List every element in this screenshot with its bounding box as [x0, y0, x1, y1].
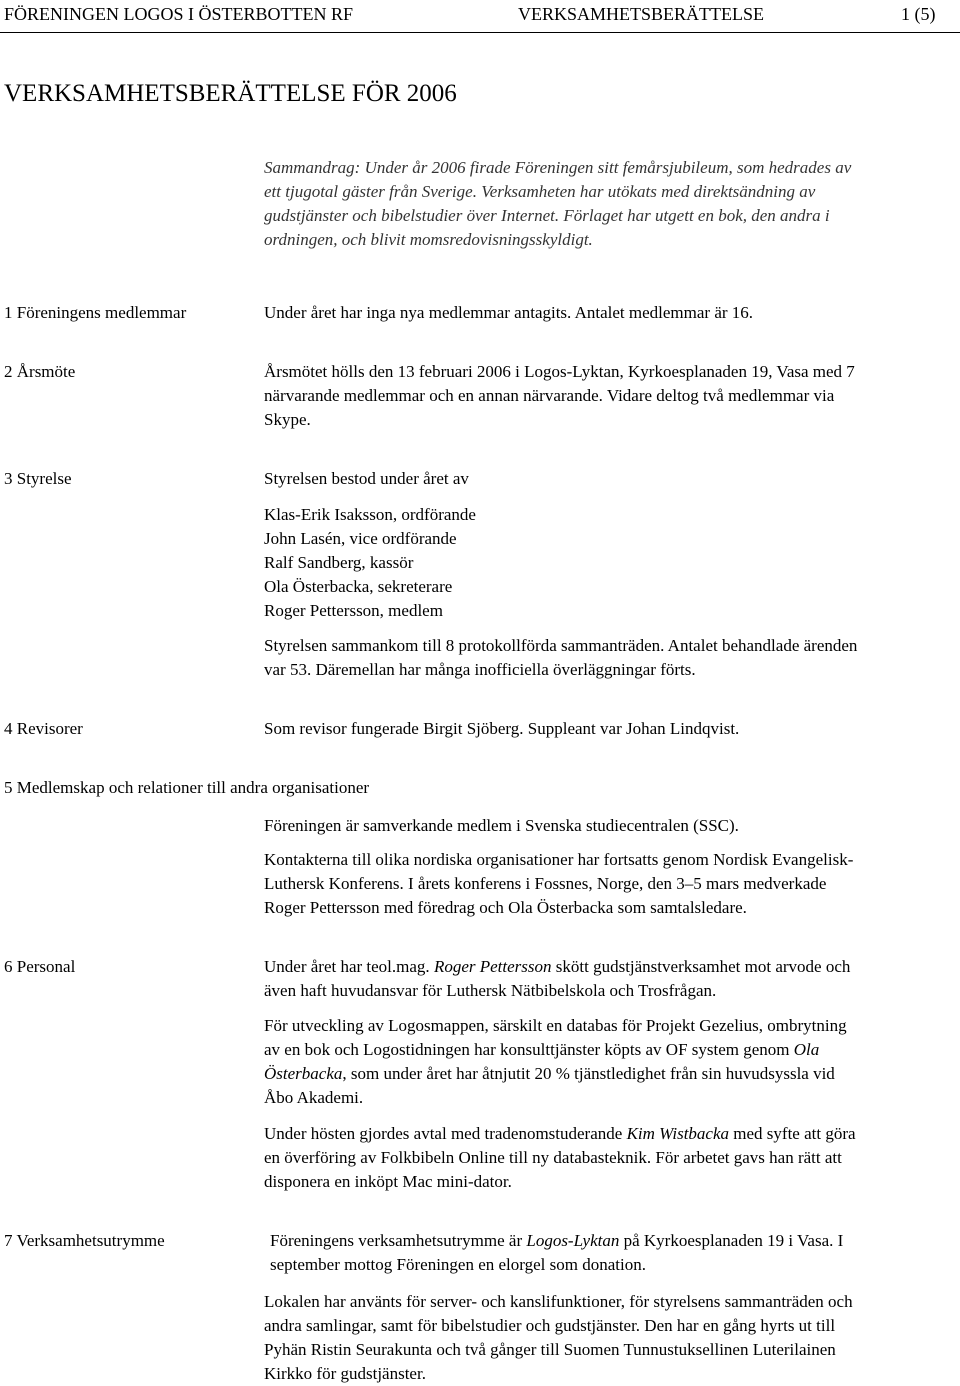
person-name: Kim Wistbacka — [626, 1124, 730, 1143]
summary-line: ordningen, och blivit momsredovisningsskyldigt. — [264, 230, 593, 249]
section-3-intro: Styrelsen bestod under året av — [264, 469, 469, 488]
section-4-text: Som revisor fungerade Birgit Sjöberg. Suppleant var Johan Lindqvist. — [264, 719, 740, 738]
section-2-line: Årsmötet hölls den 13 februari 2006 i Logos-Lyktan, Kyrkoesplanaden 19, Vasa med 7 — [264, 362, 855, 381]
section-5-line: Kontakterna till olika nordiska organisationer har fortsatts genom Nordisk Evangelisk- — [264, 850, 854, 869]
section-7-line: Pyhän Ristin Seurakunta och två gånger till Suomen Tunnustuksellinen Luterilainen — [264, 1340, 836, 1359]
section-2-line: Skype. — [264, 410, 311, 429]
section-5-paragraph-1: Föreningen är samverkande medlem i Svenska studiecentralen (SSC). — [264, 816, 739, 835]
text-run: Under året har teol.mag. — [264, 957, 434, 976]
section-7-paragraph-2 — [264, 1290, 960, 1386]
section-7-line: Kirkko för gudstjänster. — [264, 1364, 426, 1383]
section-7-line: Lokalen har använts för server- och kanslifunktioner, för styrelsens sammanträden och — [264, 1292, 853, 1311]
board-meetings-text — [264, 634, 960, 682]
section-6-paragraph-1 — [264, 955, 960, 1003]
page-title: VERKSAMHETSBERÄTTELSE FÖR 2006 — [4, 80, 457, 107]
summary — [264, 156, 954, 252]
header-document-type: VERKSAMHETSBERÄTTELSE — [518, 4, 765, 24]
text-run: Under hösten gjordes avtal med tradenomstuderande — [264, 1124, 627, 1143]
section-2-line: närvarande medlemmar och en annan närvarande. Vidare deltog två medlemmar via — [264, 386, 835, 405]
board-member: John Lasén, vice ordförande — [264, 529, 457, 548]
text-run: med syfte att göra — [729, 1124, 856, 1143]
summary-line: Sammandrag: Under år 2006 firade Föreningen sitt femårsjubileum, som hedrades av — [264, 158, 852, 177]
board-members-list — [264, 503, 960, 623]
text-run: , som under året har åtnjutit 20 % tjänstledighet från sin huvudsyssla vid — [342, 1064, 835, 1083]
section-2-label: 2 Årsmöte — [4, 362, 76, 381]
section-6-line: en överföring av Folkbibeln Online till ny databasteknik. För arbetet gavs han rätt att — [264, 1148, 842, 1167]
section-2-text — [264, 360, 960, 432]
person-name: Ola — [793, 1040, 820, 1059]
section-5-line: Luthersk Konferens. I årets konferens i Fossnes, Norge, den 3–5 mars medverkade — [264, 874, 827, 893]
header-organization: FÖRENINGEN LOGOS I ÖSTERBOTTEN RF — [4, 4, 354, 24]
section-6-paragraph-3 — [264, 1122, 960, 1194]
section-7-line: september mottog Föreningen en elorgel som donation. — [270, 1255, 646, 1274]
summary-line: ett tjugotal gäster från Sverige. Verksamheten har utökats med direktsändning av — [264, 182, 816, 201]
section-5-label: 5 Medlemskap och relationer till andra organisationer — [4, 778, 370, 797]
text-run: Föreningens verksamhetsutrymme är — [270, 1231, 527, 1250]
board-meetings-line: Styrelsen sammankom till 8 protokollförda sammanträden. Antalet behandlade ärenden — [264, 636, 858, 655]
section-7-paragraph-1 — [270, 1229, 960, 1277]
board-meetings-line: var 53. Däremellan har många inofficiella överläggningar förts. — [264, 660, 696, 679]
section-6-paragraph-2 — [264, 1014, 960, 1110]
board-member: Ola Österbacka, sekreterare — [264, 577, 453, 596]
section-6-line — [264, 955, 960, 979]
section-7-line: andra samlingar, samt för bibelstudier och gudstjänster. Den har en gång hyrts ut till — [264, 1316, 836, 1335]
section-6-line: Åbo Akademi. — [264, 1088, 364, 1107]
section-4-label: 4 Revisorer — [4, 719, 83, 738]
section-7-label: 7 Verksamhetsutrymme — [4, 1231, 165, 1250]
section-6-line: disponera en inköpt Mac mini-dator. — [264, 1172, 512, 1191]
board-member: Ralf Sandberg, kassör — [264, 553, 414, 572]
section-6-label: 6 Personal — [4, 957, 76, 976]
board-member: Roger Pettersson, medlem — [264, 601, 443, 620]
summary-line: gudstjänster och bibelstudier över Internet. Förlaget har utgett en bok, den andra i — [264, 206, 830, 225]
section-6-line — [264, 1062, 960, 1086]
person-name: Roger Pettersson — [433, 957, 552, 976]
section-6-line: För utveckling av Logosmappen, särskilt en databas för Projekt Gezelius, ombrytning — [264, 1016, 847, 1035]
text-run: av en bok och Logostidningen har konsulttjänster köpts av OF system genom — [264, 1040, 794, 1059]
section-5-paragraph-2 — [264, 848, 960, 920]
section-1-label: 1 Föreningens medlemmar — [4, 303, 187, 322]
place-name: Logos-Lyktan — [526, 1231, 620, 1250]
section-7-line — [270, 1229, 960, 1253]
board-member: Klas-Erik Isaksson, ordförande — [264, 505, 476, 524]
section-5-line: Roger Pettersson med föredrag och Ola Österbacka som samtalsledare. — [264, 898, 747, 917]
text-run: skött gudstjänstverksamhet mot arvode och — [551, 957, 851, 976]
section-3-label: 3 Styrelse — [4, 469, 72, 488]
section-1-text: Under året har inga nya medlemmar antagits. Antalet medlemmar är 16. — [264, 303, 754, 322]
header-page-number: 1 (5) — [901, 4, 936, 24]
person-name: Österbacka — [264, 1064, 343, 1083]
text-run: på Kyrkoesplanaden 19 i Vasa. I — [619, 1231, 844, 1250]
section-6-line — [264, 1038, 960, 1062]
header-rule — [0, 32, 960, 33]
section-6-line — [264, 1122, 960, 1146]
section-6-line: även haft huvudansvar för Luthersk Nätbibelskola och Trosfrågan. — [264, 981, 717, 1000]
